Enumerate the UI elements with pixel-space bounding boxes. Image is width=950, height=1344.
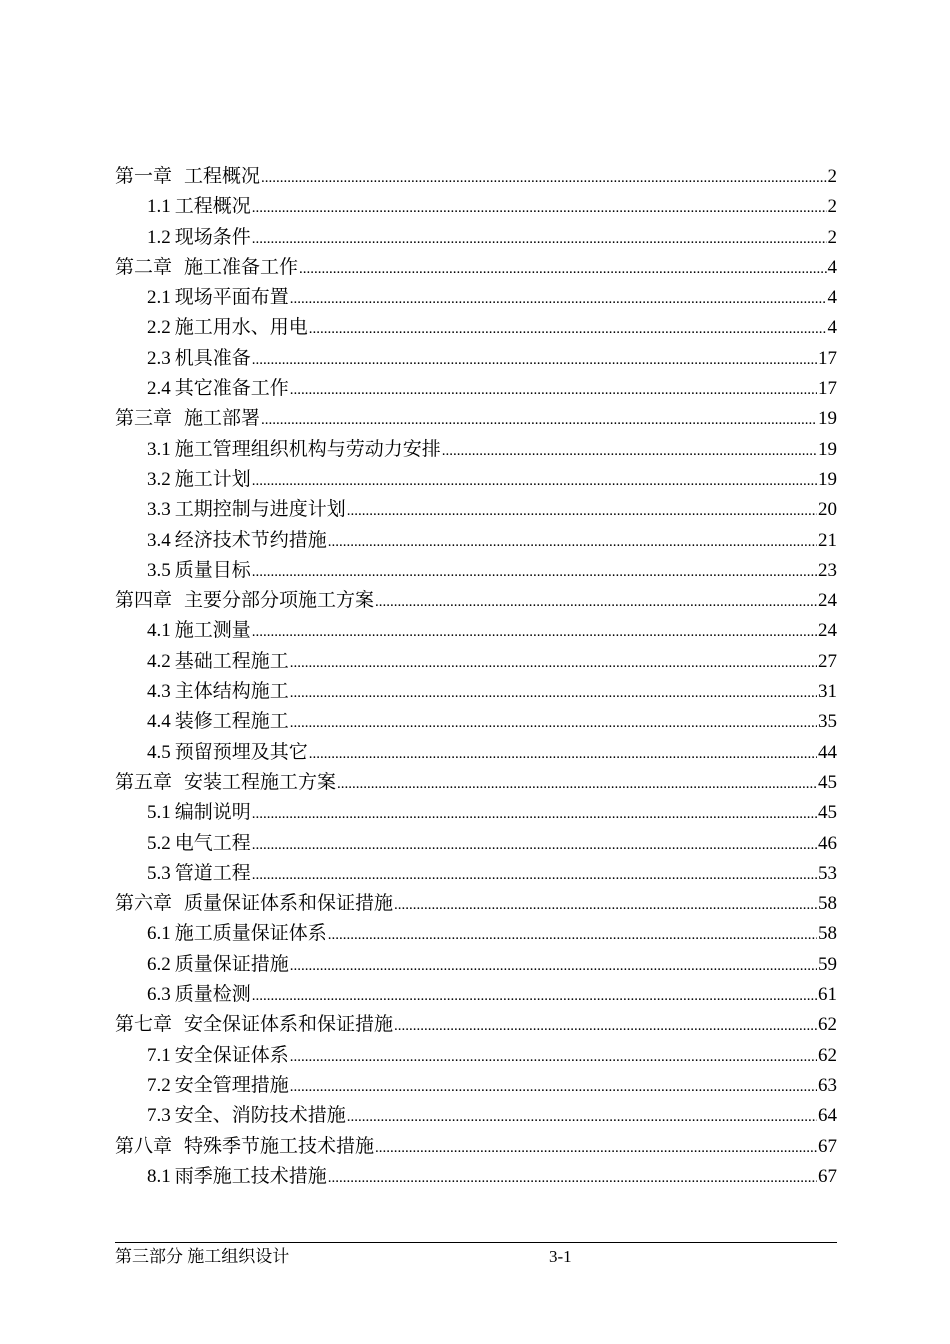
toc-entry-number: 3.5 bbox=[147, 559, 171, 581]
toc-entry-text: 质量保证体系和保证措施 bbox=[184, 893, 394, 915]
toc-chapter-entry[interactable] bbox=[115, 889, 837, 919]
toc-dot-leader bbox=[290, 678, 817, 708]
toc-entry-text: 工程概况 bbox=[184, 166, 261, 187]
toc-page-number: 63 bbox=[818, 1074, 837, 1096]
toc-page-number: 61 bbox=[818, 984, 837, 1006]
toc-dot-leader bbox=[337, 769, 817, 799]
toc-entry-title bbox=[147, 344, 251, 374]
toc-dot-leader bbox=[299, 254, 826, 284]
toc-chapter-entry[interactable] bbox=[115, 253, 837, 283]
toc-chapter-entry[interactable] bbox=[115, 586, 837, 616]
toc-entry-number: 1.2 bbox=[147, 226, 171, 248]
toc-entry-number: 第二章 bbox=[115, 256, 173, 278]
toc-entry-number: 2.1 bbox=[147, 287, 171, 309]
toc-section-entry[interactable] bbox=[115, 435, 837, 465]
toc-entry-title bbox=[147, 647, 289, 677]
toc-entry-text: 现场条件 bbox=[174, 226, 251, 248]
toc-section-entry[interactable] bbox=[115, 950, 837, 980]
toc-page-number: 44 bbox=[818, 741, 837, 763]
toc-entry-title bbox=[147, 1071, 289, 1101]
toc-entry-title bbox=[147, 829, 251, 859]
toc-entry-number: 5.2 bbox=[147, 832, 171, 854]
toc-page-number: 46 bbox=[818, 832, 837, 854]
toc-dot-leader bbox=[252, 617, 817, 647]
toc-page-number: 62 bbox=[818, 1014, 837, 1036]
toc-entry-text: 安全管理措施 bbox=[174, 1074, 289, 1096]
toc-entry-text: 安全保证体系和保证措施 bbox=[184, 1014, 394, 1036]
toc-entry-title bbox=[147, 1162, 327, 1192]
toc-entry-number: 第七章 bbox=[115, 1014, 173, 1036]
toc-dot-leader bbox=[347, 496, 817, 526]
toc-chapter-entry[interactable] bbox=[115, 768, 837, 798]
toc-entry-number: 4.1 bbox=[147, 620, 171, 642]
toc-entry-title bbox=[147, 223, 251, 253]
toc-entry-number: 第六章 bbox=[115, 893, 173, 915]
toc-section-entry[interactable] bbox=[115, 556, 837, 586]
toc-entry-title bbox=[147, 283, 289, 313]
toc-page-number: 2 bbox=[827, 226, 837, 248]
toc-dot-leader bbox=[252, 345, 817, 375]
toc-entry-title bbox=[147, 1041, 289, 1071]
toc-entry-number: 2.3 bbox=[147, 347, 171, 369]
toc-dot-leader bbox=[394, 890, 817, 920]
toc-entry-text: 施工测量 bbox=[174, 620, 251, 642]
toc-section-entry[interactable] bbox=[115, 1101, 837, 1131]
toc-entry-title bbox=[147, 526, 327, 556]
toc-chapter-entry[interactable] bbox=[115, 1010, 837, 1040]
toc-entry-title bbox=[147, 313, 308, 343]
toc-entry-title bbox=[147, 950, 289, 980]
toc-entry-text: 安全、消防技术措施 bbox=[174, 1105, 346, 1127]
toc-entry-number: 5.3 bbox=[147, 862, 171, 884]
toc-section-entry[interactable] bbox=[115, 829, 837, 859]
toc-dot-leader bbox=[252, 224, 827, 254]
toc-entry-title bbox=[147, 859, 251, 889]
toc-entry-text: 经济技术节约措施 bbox=[174, 529, 327, 551]
toc-page-number: 17 bbox=[818, 347, 837, 369]
toc-dot-leader bbox=[290, 375, 817, 405]
toc-entry-title bbox=[115, 1010, 393, 1040]
toc-entry-text: 特殊季节施工技术措施 bbox=[184, 1135, 375, 1157]
toc-entry-number: 4.5 bbox=[147, 741, 171, 763]
toc-dot-leader bbox=[442, 436, 817, 466]
toc-dot-leader bbox=[252, 830, 817, 860]
toc-section-entry[interactable] bbox=[115, 526, 837, 556]
toc-dot-leader bbox=[290, 1072, 817, 1102]
toc-entry-text: 其它准备工作 bbox=[174, 378, 289, 400]
toc-section-entry[interactable] bbox=[115, 647, 837, 677]
toc-dot-leader bbox=[328, 1163, 817, 1193]
toc-section-entry[interactable] bbox=[115, 677, 837, 707]
toc-dot-leader bbox=[290, 951, 817, 981]
toc-entry-text: 主体结构施工 bbox=[174, 681, 289, 703]
toc-dot-leader bbox=[375, 1133, 817, 1163]
page-footer bbox=[115, 1242, 837, 1269]
toc-page-number: 27 bbox=[818, 650, 837, 672]
toc-entry-text: 施工计划 bbox=[174, 468, 251, 490]
toc-page-number: 58 bbox=[818, 893, 837, 915]
toc-entry-title bbox=[115, 162, 260, 192]
toc-dot-leader bbox=[309, 739, 817, 769]
toc-page-number: 53 bbox=[818, 862, 837, 884]
toc-page-number: 20 bbox=[818, 499, 837, 521]
toc-page-number: 58 bbox=[818, 923, 837, 945]
toc-entry-text: 安全保证体系 bbox=[174, 1044, 289, 1066]
toc-dot-leader bbox=[252, 466, 817, 496]
toc-chapter-entry[interactable] bbox=[115, 162, 837, 192]
toc-entry-title bbox=[147, 556, 251, 586]
toc-page-number: 4 bbox=[827, 317, 837, 339]
toc-dot-leader bbox=[347, 1102, 817, 1132]
toc-entry-text: 雨季施工技术措施 bbox=[174, 1165, 327, 1187]
toc-dot-leader bbox=[252, 799, 817, 829]
toc-section-entry[interactable] bbox=[115, 1041, 837, 1071]
toc-entry-number: 第四章 bbox=[115, 590, 173, 612]
footer-page-number: 3-1 bbox=[549, 1247, 572, 1266]
toc-section-entry[interactable] bbox=[115, 919, 837, 949]
toc-dot-leader bbox=[252, 981, 817, 1011]
toc-entry-title bbox=[147, 1101, 346, 1131]
toc-section-entry[interactable] bbox=[115, 1071, 837, 1101]
toc-entry-text: 基础工程施工 bbox=[174, 650, 289, 672]
toc-entry-text: 质量保证措施 bbox=[174, 953, 289, 975]
toc-entry-text: 电气工程 bbox=[174, 832, 251, 854]
toc-page-number: 67 bbox=[818, 1165, 837, 1187]
toc-dot-leader bbox=[252, 557, 817, 587]
toc-entry-text: 安装工程施工方案 bbox=[184, 771, 337, 793]
toc-dot-leader bbox=[290, 648, 817, 678]
toc-page-number: 59 bbox=[818, 953, 837, 975]
toc-entry-title bbox=[115, 586, 374, 616]
toc-dot-leader bbox=[252, 193, 827, 223]
toc-entry-title bbox=[147, 374, 289, 404]
table-of-contents bbox=[115, 162, 837, 1192]
toc-page-number: 19 bbox=[818, 438, 837, 460]
toc-entry-text: 管道工程 bbox=[174, 862, 251, 884]
toc-entry-text: 施工部署 bbox=[184, 408, 261, 430]
toc-entry-number: 7.1 bbox=[147, 1044, 171, 1066]
toc-entry-text: 预留预埋及其它 bbox=[174, 741, 308, 763]
toc-entry-title bbox=[115, 768, 336, 798]
toc-entry-number: 4.4 bbox=[147, 711, 171, 733]
toc-entry-text: 编制说明 bbox=[174, 802, 251, 824]
toc-entry-text: 工期控制与进度计划 bbox=[174, 499, 346, 521]
toc-page-number: 67 bbox=[818, 1135, 837, 1157]
toc-entry-number: 3.2 bbox=[147, 468, 171, 490]
toc-page-number: 2 bbox=[827, 166, 837, 187]
toc-entry-title bbox=[115, 404, 260, 434]
toc-entry-number: 2.4 bbox=[147, 378, 171, 400]
toc-section-entry[interactable] bbox=[115, 616, 837, 646]
toc-entry-title bbox=[147, 738, 308, 768]
toc-chapter-entry[interactable] bbox=[115, 404, 837, 434]
toc-entry-title bbox=[115, 253, 298, 283]
toc-entry-title bbox=[147, 616, 251, 646]
toc-entry-text: 现场平面布置 bbox=[174, 287, 289, 309]
toc-page-number: 24 bbox=[818, 590, 837, 612]
toc-entry-text: 质量目标 bbox=[174, 559, 251, 581]
toc-dot-leader bbox=[261, 163, 826, 193]
toc-entry-number: 1.1 bbox=[147, 196, 171, 218]
toc-dot-leader bbox=[290, 284, 827, 314]
toc-entry-number: 6.2 bbox=[147, 953, 171, 975]
toc-section-entry[interactable] bbox=[115, 738, 837, 768]
toc-entry-title bbox=[115, 1132, 374, 1162]
toc-page-number: 35 bbox=[818, 711, 837, 733]
toc-entry-text: 机具准备 bbox=[174, 347, 251, 369]
toc-page-number: 17 bbox=[818, 378, 837, 400]
toc-page-number: 19 bbox=[818, 408, 837, 430]
toc-entry-number: 第一章 bbox=[115, 166, 173, 187]
toc-entry-title bbox=[147, 798, 251, 828]
toc-entry-title bbox=[147, 465, 251, 495]
toc-dot-leader bbox=[328, 920, 817, 950]
toc-entry-number: 3.4 bbox=[147, 529, 171, 551]
toc-entry-number: 6.1 bbox=[147, 923, 171, 945]
toc-section-entry[interactable] bbox=[115, 192, 837, 222]
toc-entry-text: 主要分部分项施工方案 bbox=[184, 590, 375, 612]
toc-page-number: 64 bbox=[818, 1105, 837, 1127]
toc-entry-title bbox=[147, 495, 346, 525]
toc-section-entry[interactable] bbox=[115, 707, 837, 737]
toc-page-number: 31 bbox=[818, 681, 837, 703]
toc-section-entry[interactable] bbox=[115, 313, 837, 343]
toc-entry-number: 7.2 bbox=[147, 1074, 171, 1096]
toc-page-number: 19 bbox=[818, 468, 837, 490]
toc-dot-leader bbox=[261, 405, 817, 435]
toc-section-entry[interactable] bbox=[115, 495, 837, 525]
toc-entry-number: 第五章 bbox=[115, 771, 173, 793]
toc-page-number: 45 bbox=[818, 802, 837, 824]
toc-entry-text: 质量检测 bbox=[174, 984, 251, 1006]
toc-entry-number: 3.1 bbox=[147, 438, 171, 460]
toc-dot-leader bbox=[328, 527, 817, 557]
toc-entry-number: 第三章 bbox=[115, 408, 173, 430]
toc-entry-number: 4.2 bbox=[147, 650, 171, 672]
toc-page-number: 23 bbox=[818, 559, 837, 581]
toc-page-number: 45 bbox=[818, 771, 837, 793]
footer-section-title: 第三部分 施工组织设计 bbox=[115, 1247, 290, 1266]
toc-entry-number: 7.3 bbox=[147, 1105, 171, 1127]
toc-entry-text: 施工准备工作 bbox=[184, 256, 299, 278]
toc-entry-title bbox=[147, 707, 289, 737]
toc-section-entry[interactable] bbox=[115, 798, 837, 828]
toc-entry-number: 5.1 bbox=[147, 802, 171, 824]
toc-page-number: 21 bbox=[818, 529, 837, 551]
toc-section-entry[interactable] bbox=[115, 283, 837, 313]
toc-entry-title bbox=[147, 980, 251, 1010]
toc-section-entry[interactable] bbox=[115, 374, 837, 404]
toc-entry-text: 工程概况 bbox=[174, 196, 251, 218]
toc-entry-title bbox=[147, 919, 327, 949]
toc-entry-text: 施工质量保证体系 bbox=[174, 923, 327, 945]
toc-page-number: 24 bbox=[818, 620, 837, 642]
toc-section-entry[interactable] bbox=[115, 344, 837, 374]
toc-entry-number: 第八章 bbox=[115, 1135, 173, 1157]
toc-section-entry[interactable] bbox=[115, 1162, 837, 1192]
toc-entry-text: 施工用水、用电 bbox=[174, 317, 308, 339]
toc-entry-text: 装修工程施工 bbox=[174, 711, 289, 733]
toc-page-number: 4 bbox=[827, 287, 837, 309]
toc-page-number: 62 bbox=[818, 1044, 837, 1066]
toc-dot-leader bbox=[309, 314, 827, 344]
toc-entry-number: 4.3 bbox=[147, 681, 171, 703]
toc-page-number: 2 bbox=[827, 196, 837, 218]
toc-entry-title bbox=[115, 889, 393, 919]
toc-section-entry[interactable] bbox=[115, 980, 837, 1010]
toc-entry-title bbox=[147, 677, 289, 707]
toc-dot-leader bbox=[252, 860, 817, 890]
toc-entry-title bbox=[147, 435, 441, 465]
toc-entry-number: 6.3 bbox=[147, 984, 171, 1006]
toc-entry-number: 2.2 bbox=[147, 317, 171, 339]
toc-dot-leader bbox=[394, 1011, 817, 1041]
toc-dot-leader bbox=[290, 1042, 817, 1072]
toc-entry-number: 8.1 bbox=[147, 1165, 171, 1187]
toc-dot-leader bbox=[375, 587, 817, 617]
toc-chapter-entry[interactable] bbox=[115, 1132, 837, 1162]
toc-section-entry[interactable] bbox=[115, 223, 837, 253]
toc-entry-text: 施工管理组织机构与劳动力安排 bbox=[174, 438, 441, 460]
toc-section-entry[interactable] bbox=[115, 465, 837, 495]
toc-entry-number: 3.3 bbox=[147, 499, 171, 521]
toc-section-entry[interactable] bbox=[115, 859, 837, 889]
toc-dot-leader bbox=[290, 708, 817, 738]
toc-page-number: 4 bbox=[827, 256, 837, 278]
toc-entry-title bbox=[147, 192, 251, 222]
